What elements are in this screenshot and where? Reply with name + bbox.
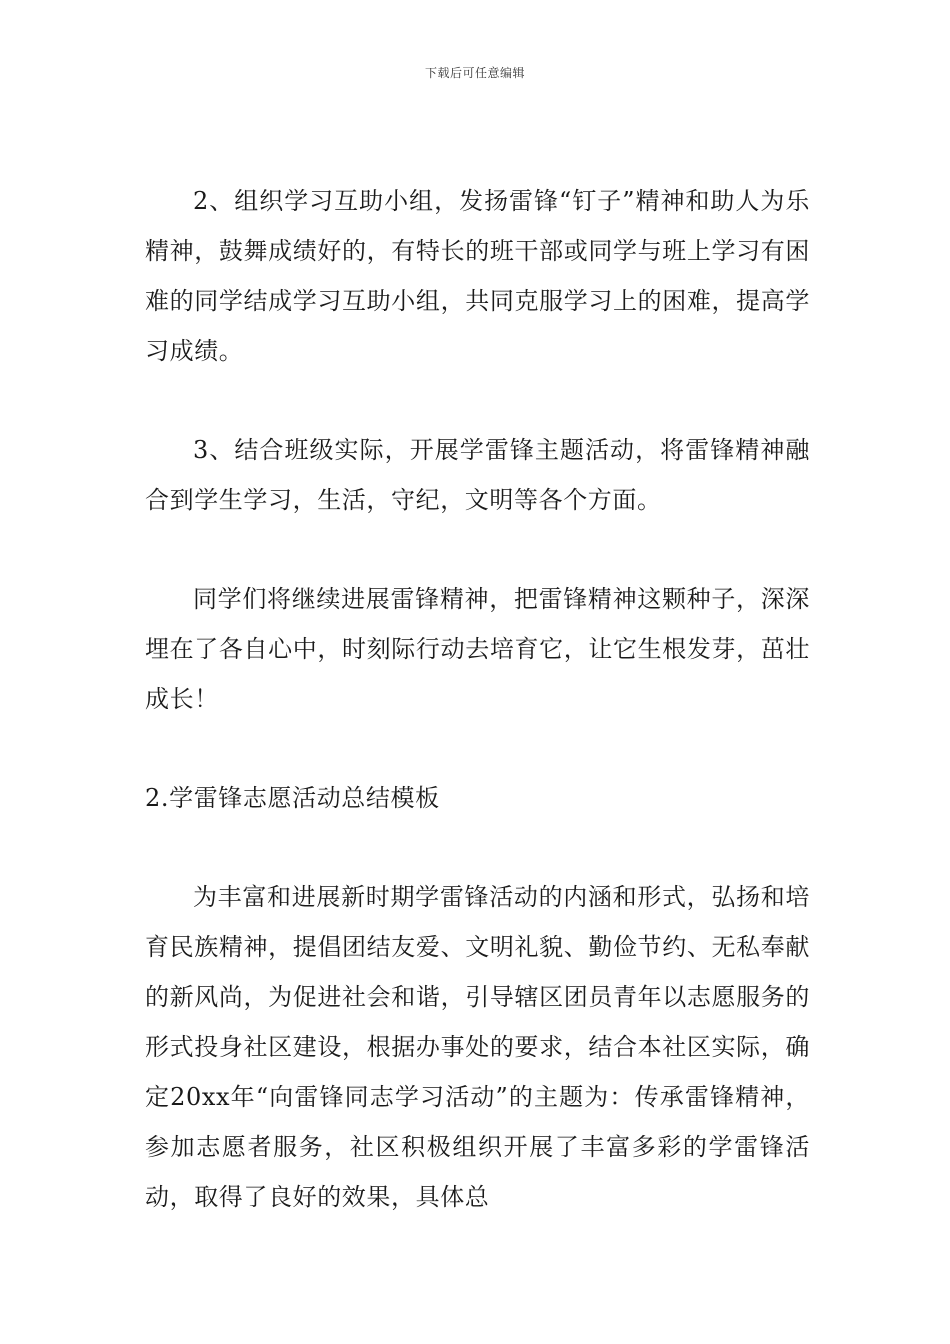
- paragraph-volunteer-summary: 为丰富和进展新时期学雷锋活动的内涵和形式，弘扬和培育民族精神，提倡团结友爱、文明礼貌、勤俭节约、无私奉献的新风尚，为促进社会和谐，引导辖区团员青年以志愿服务的形式投身社区建设，根据办事处的要求，结合本社区实际，确定20xx年“向雷锋同志学习活动”的主题为：传承雷锋精神，参加志愿者服务，社区积极组织开展了丰富多彩的学雷锋活动，取得了良好的效果，具体总: [145, 883, 810, 1211]
- paragraph-study-groups: 2、组织学习互助小组，发扬雷锋“钉子”精神和助人为乐精神，鼓舞成绩好的，有特长的班干部或同学与班上学习有困难的同学结成学习互助小组，共同克服学习上的困难，提高学习成绩。: [145, 187, 810, 365]
- paragraph-conclusion: 同学们将继续进展雷锋精神，把雷锋精神这颗种子，深深埋在了各自心中，时刻际行动去培育它，让它生根发芽，茁壮成长！: [145, 585, 810, 713]
- page-header-note: 下载后可任意编辑: [424, 66, 525, 80]
- section-heading: 2.学雷锋志愿活动总结模板: [145, 784, 440, 812]
- paragraph-theme-activities: 3、结合班级实际，开展学雷锋主题活动，将雷锋精神融合到学生学习，生活，守纪，文明等各个方面。: [145, 436, 810, 514]
- document-body: [145, 176, 810, 1222]
